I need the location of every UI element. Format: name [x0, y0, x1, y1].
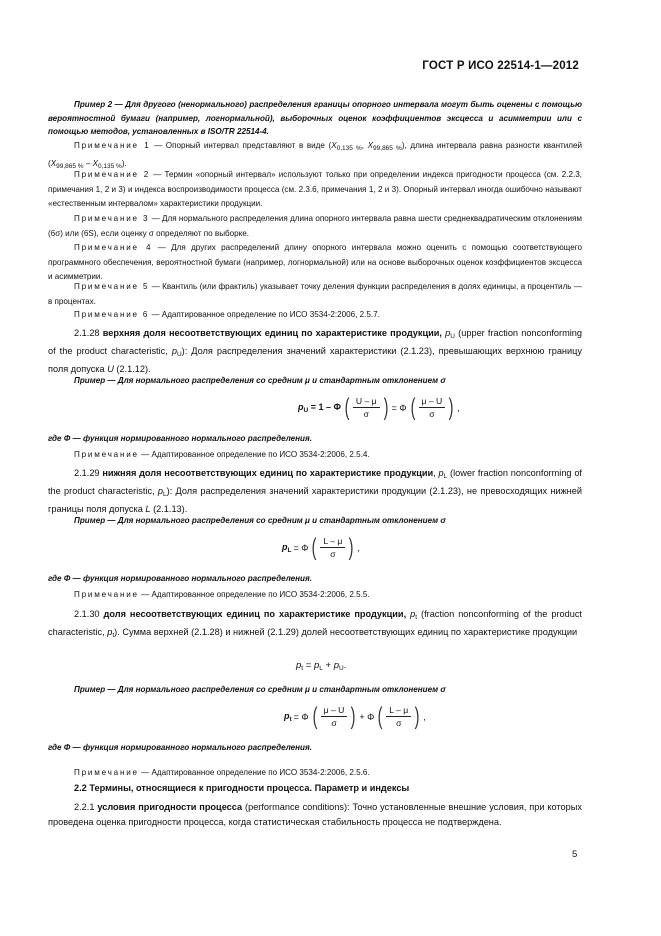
- term-2-2-1: 2.2.1 условия пригодности процесса (performance conditions): Точно установленные внешние условия, при которых проведена оценка пригодности процесса, когда статистическая стабильность процесса не подтверждена.: [48, 802, 582, 827]
- note-after-pL: Примечание — Адаптированное определение по ИСО 3534-2:2006, 2.5.5.: [74, 590, 370, 599]
- note-5-label: Примечание 5: [74, 282, 150, 291]
- term-2-2-1-title: условия пригодности процесса: [97, 802, 243, 812]
- formula-pt: $p_t$ = Φ ( $\frac{\mu - U}{\sigma}$ ) + Φ ( $\frac{L - \mu}{\sigma}$ ) ,: [284, 702, 426, 730]
- term-2-1-30: 2.1.30 доля несоответствующих единиц по характеристике продукции, $p_t$ (fraction nonconforming of the product characteristic, $p_t$). Сумма верхней (2.1.28) и нижней (2.1.29) долей несоответствующих единиц по характеристике продукции: [48, 609, 582, 639]
- note-1: Примечание 1 — Опорный интервал представляют в виде ($X_{0,135 \%}$, $X_{99,865 \%}$), длина интервала равна разности квантилей $(X_{99,865 \%} - X_{0,135 \%})$.: [48, 141, 583, 170]
- example-2: Пример 2 — Для другого (ненормального) распределения границы опорного интервала могут быть оценены с помощью вероятностной бумаги (например, логнормальной), выборочных оценок коэффициентов эксцесса и асимметрии или с помощью методов, установленных в ISO/TR 22514-4.: [48, 100, 582, 136]
- term-2-1-28-title: верхняя доля несоответствующих единиц по характеристике продукции,: [102, 328, 442, 338]
- formula-pU-fraction-2: $\frac{\mu - U}{\sigma}$: [419, 395, 446, 420]
- note-after-pU: Примечание — Адаптированное определение по ИСО 3534-2:2006, 2.5.4.: [74, 450, 370, 459]
- section-2-2-title: 2.2 Термины, относящиеся к пригодности процесса. Параметр и индексы: [74, 783, 410, 793]
- example-pL: Пример — Для нормального распределения со средним μ и стандартным отклонением σ: [74, 516, 446, 525]
- document-header: ГОСТ Р ИСО 22514-1—2012: [422, 60, 579, 72]
- term-2-1-30-title: доля несоответствующих единиц по характеристике продукции,: [103, 609, 407, 619]
- note-4: Примечание 4 — Для других распределений длину опорного интервала можно оценить с помощью соответствующего программного обеспечения, вероятностной бумаги (например, логнормальной) или на основе выборочных оценок коэффициентов эксцесса и асимметрии.: [48, 243, 582, 281]
- formula-pL: $p_L$ = Φ ( $\frac{L - \mu}{\sigma}$ ) ,: [282, 533, 360, 561]
- formula-pU-fraction-1: $\frac{U - \mu}{\sigma}$: [353, 395, 380, 420]
- note-2-label: Примечание 2: [74, 170, 151, 179]
- term-2-1-29-title: нижняя доля несоответствующих единиц по характеристике продукции: [102, 468, 434, 478]
- where-phi-1: где Φ — функция нормированного нормального распределения.: [48, 434, 313, 443]
- example-pU: Пример — Для нормального распределения со средним μ и стандартным отклонением σ: [74, 376, 446, 385]
- note-4-label: Примечание 4: [74, 243, 153, 252]
- note-after-pt: Примечание — Адаптированное определение по ИСО 3534-2:2006, 2.5.6.: [74, 768, 370, 777]
- note-3-label: Примечание 3: [74, 214, 150, 223]
- note-1-label: Примечание 1: [74, 141, 151, 150]
- formula-pU: $p_U = 1 - \Phi$ ( $\frac{U - \mu}{\sigma}$ ) = Φ ( $\frac{\mu - U}{\sigma}$ ) ,: [298, 393, 460, 421]
- formula-pt-fraction-1: $\frac{\mu - U}{\sigma}$: [321, 704, 348, 729]
- term-2-1-29: 2.1.29 нижняя доля несоответствующих единиц по характеристике продукции, $p_L$ (lower fraction nonconforming of the product characteristic, $p_L$): Доля распределения значений характеристики продукции (2.1.23), не превосходящих нижней границы поля допуска L (2.1.13).: [48, 468, 582, 514]
- formula-pt-fraction-2: $\frac{L - \mu}{\sigma}$: [386, 704, 411, 729]
- where-phi-3: где Φ — функция нормированного нормального распределения.: [48, 743, 313, 752]
- formula-sum: $p_t = p_L + p_U$.: [296, 660, 347, 672]
- example-pt: Пример — Для нормального распределения со средним μ и стандартным отклонением σ: [74, 685, 446, 694]
- note-3: Примечание 3 — Для нормального распределения длина опорного интервала равна шести среднеквадратическим отклонениям (6σ) или (6S), если оценку σ определяют по выборке.: [48, 214, 582, 238]
- page-number: 5: [572, 849, 578, 860]
- formula-pL-fraction: $\frac{L - \mu}{\sigma}$: [320, 535, 345, 560]
- note-5: Примечание 5 — Квантиль (или фрактиль) указывает точку деления функции распределения в долях единицы, а процентиль — в процентах.: [48, 282, 582, 306]
- term-2-1-28: 2.1.28 верхняя доля несоответствующих единиц по характеристике продукции, $p_U$ (upper fraction nonconforming of the product characteristic, $p_U$): Доля распределения значений характеристики (2.1.23), превышающих верхнюю границу поля допуска U (2.1.12).: [48, 328, 582, 374]
- note-2: Примечание 2 — Термин «опорный интервал» используют только при определении индекса пригодности процесса (см. 2.2.3, примечания 1, 2 и 3) и индекса воспроизводимости процесса (см. 2.3.6, примечания 1, 2 и 3). Опорный интервал иногда ошибочно называют «естественным интервалом» характеристики продукции.: [48, 170, 582, 208]
- note-6-label: Примечание 6: [74, 310, 150, 319]
- note-6: Примечание 6 — Адаптированное определение по ИСО 3534-2:2006, 2.5.7.: [74, 310, 380, 319]
- where-phi-2: где Φ — функция нормированного нормального распределения.: [48, 574, 313, 583]
